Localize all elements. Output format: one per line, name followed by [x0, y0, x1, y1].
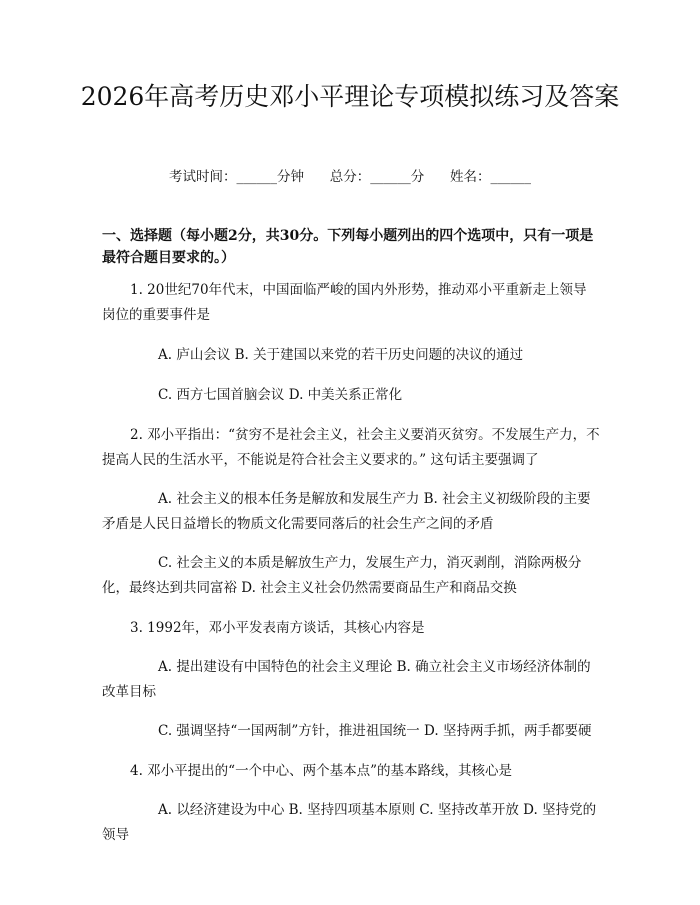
question-options: A. 以经济建设为中心 B. 坚持四项基本原则 C. 坚持改革开放 D. 坚持党的领导 — [102, 802, 597, 843]
question-options: C. 强调坚持“一国两制”方针，推进祖国统一 D. 坚持两手抓，两手都要硬 — [158, 723, 592, 739]
question-options: A. 社会主义的根本任务是解放和发展生产力 B. 社会主义初级阶段的主要矛盾是人民日益增长的物质文化需要同落后的社会生产之间的矛盾 — [102, 491, 591, 532]
section-heading: 一、选择题（每小题2分，共30分。下列每小题列出的四个选项中，只有一项是最符合题目要求的。） — [102, 228, 594, 266]
question-options: C. 社会主义的本质是解放生产力，发展生产力，消灭剥削，消除两极分化，最终达到共同富裕 D. 社会主义社会仍然需要商品生产和商品交换 — [102, 555, 582, 596]
question-2 — [102, 423, 600, 601]
question-options: A. 提出建设有中国特色的社会主义理论 B. 确立社会主义市场经济体制的改革目标 — [102, 659, 591, 700]
question-3 — [102, 616, 600, 744]
question-options: C. 西方七国首脑会议 D. 中美关系正常化 — [158, 387, 403, 403]
question-stem: 4. 邓小平提出的“一个中心、两个基本点”的基本路线，其核心是 — [130, 763, 512, 779]
page-title: 2026年高考历史邓小平理论专项模拟练习及答案 — [80, 82, 620, 111]
question-stem: 2. 邓小平指出：“贫穷不是社会主义，社会主义要消灭贫穷。不发展生产力，不提高人民的生活水平，不能说是符合社会主义要求的。” 这句话主要强调了 — [102, 427, 600, 468]
question-stem: 3. 1992年，邓小平发表南方谈话，其核心内容是 — [130, 620, 425, 636]
question-1 — [102, 278, 600, 408]
exam-info-line: 考试时间：______分钟 总分：______分 姓名：______ — [169, 169, 531, 185]
question-list — [102, 278, 600, 848]
question-options: A. 庐山会议 B. 关于建国以来党的若干历史问题的决议的通过 — [158, 347, 524, 363]
question-4 — [102, 759, 600, 848]
question-stem: 1. 20世纪70年代末，中国面临严峻的国内外形势，推动邓小平重新走上领导岗位的重要事件是 — [102, 282, 587, 323]
